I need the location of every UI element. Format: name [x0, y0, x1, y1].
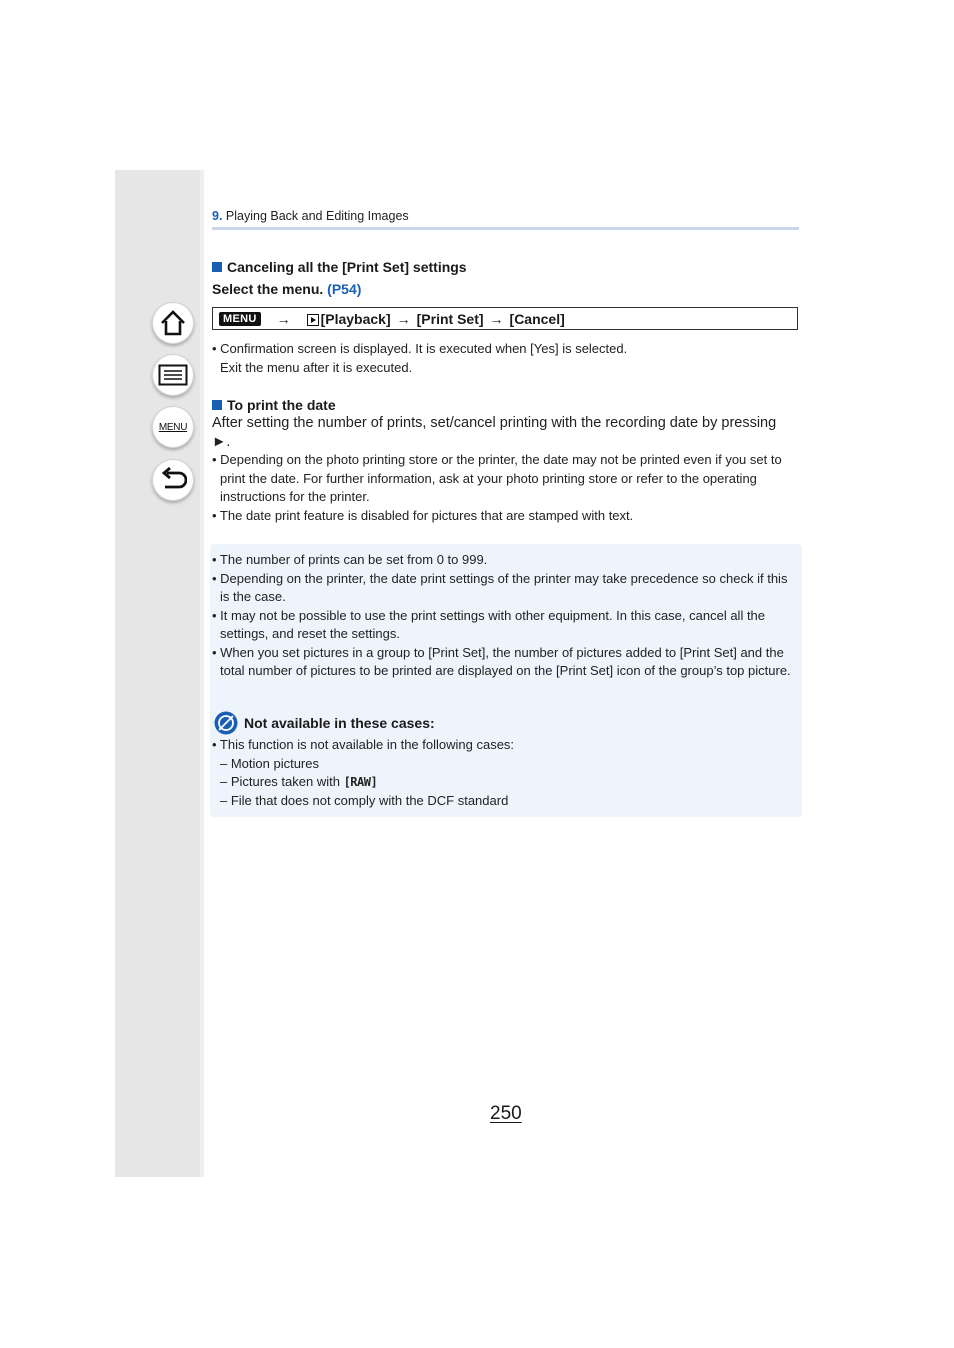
confirmation-note	[212, 340, 802, 377]
back-button[interactable]	[152, 459, 194, 501]
page-link[interactable]: (P54)	[327, 281, 362, 297]
square-bullet-icon	[212, 262, 222, 272]
raw-icon: [RAW]	[343, 775, 378, 789]
playback-icon	[307, 314, 319, 326]
notes-list	[212, 551, 800, 681]
list-item: • Depending on the photo printing store or the printer, the date may not be printed even if you set to print the date. For further information, ask at your photo printing store or refer to the operating instructions for the printer.	[212, 452, 782, 504]
menu-button[interactable]	[152, 406, 194, 448]
list-item: • It may not be possible to use the print settings with other equipment. In this case, cancel all the settings, and reset the settings.	[212, 607, 766, 641]
section-heading-date	[212, 397, 336, 413]
case-item: – Motion pictures	[220, 755, 319, 771]
note-line: Exit the menu after it is executed.	[220, 359, 413, 375]
sidebar-edge	[200, 170, 204, 1177]
not-available-list	[212, 736, 802, 810]
list-item: • The number of prints can be set from 0 to 999.	[212, 552, 488, 567]
note-line: • Confirmation screen is displayed. It is executed when [Yes] is selected.	[212, 341, 628, 356]
back-icon	[159, 467, 187, 493]
chapter-title: Playing Back and Editing Images	[225, 209, 409, 223]
path-playback: [Playback]	[320, 310, 391, 327]
square-bullet-icon	[212, 400, 222, 410]
not-available-icon	[214, 711, 238, 735]
menu-icon: MENU	[158, 421, 188, 433]
heading-text: To print the date	[227, 397, 336, 413]
date-bullets	[212, 451, 800, 525]
case-text: – Pictures taken with	[220, 774, 344, 789]
select-menu-text: Select the menu.	[212, 281, 324, 297]
list-item: • Depending on the printer, the date print settings of the printer may take precedence so check if this is the case.	[212, 570, 788, 604]
home-button[interactable]	[152, 302, 194, 344]
home-icon	[159, 309, 187, 337]
breadcrumb	[212, 209, 409, 223]
case-item: – File that does not comply with the DCF standard	[220, 792, 509, 808]
not-available-text: Not available in these cases:	[244, 715, 435, 731]
menu-path	[212, 307, 798, 330]
list-item: • When you set pictures in a group to [Print Set], the number of pictures added to [Print Set] and the total number of pictures to be printed are displayed on the [Print Set] icon of the group’s top picture.	[212, 644, 791, 678]
section-heading-cancel	[212, 259, 467, 275]
arrow: →	[489, 310, 504, 327]
date-body: After setting the number of prints, set/cancel printing with the recording date by pressing ►.	[212, 415, 777, 450]
list-item: • This function is not available in the following cases:	[212, 737, 515, 752]
page-number: 250	[490, 1103, 522, 1124]
list-icon	[158, 364, 188, 386]
not-available-title	[214, 711, 435, 735]
heading-text: Canceling all the [Print Set] settings	[227, 259, 467, 275]
menu-badge: MENU	[219, 312, 261, 326]
header-rule	[212, 227, 799, 230]
select-menu-line	[212, 281, 361, 297]
arrow: →	[276, 310, 291, 327]
chapter-number: 9.	[212, 209, 223, 223]
arrow: →	[396, 310, 411, 327]
path-print-set: [Print Set]	[416, 310, 484, 327]
path-cancel: [Cancel]	[509, 310, 565, 327]
case-item	[212, 773, 802, 792]
list-item: • The date print feature is disabled for pictures that are stamped with text.	[212, 507, 634, 523]
contents-button[interactable]	[152, 354, 194, 396]
